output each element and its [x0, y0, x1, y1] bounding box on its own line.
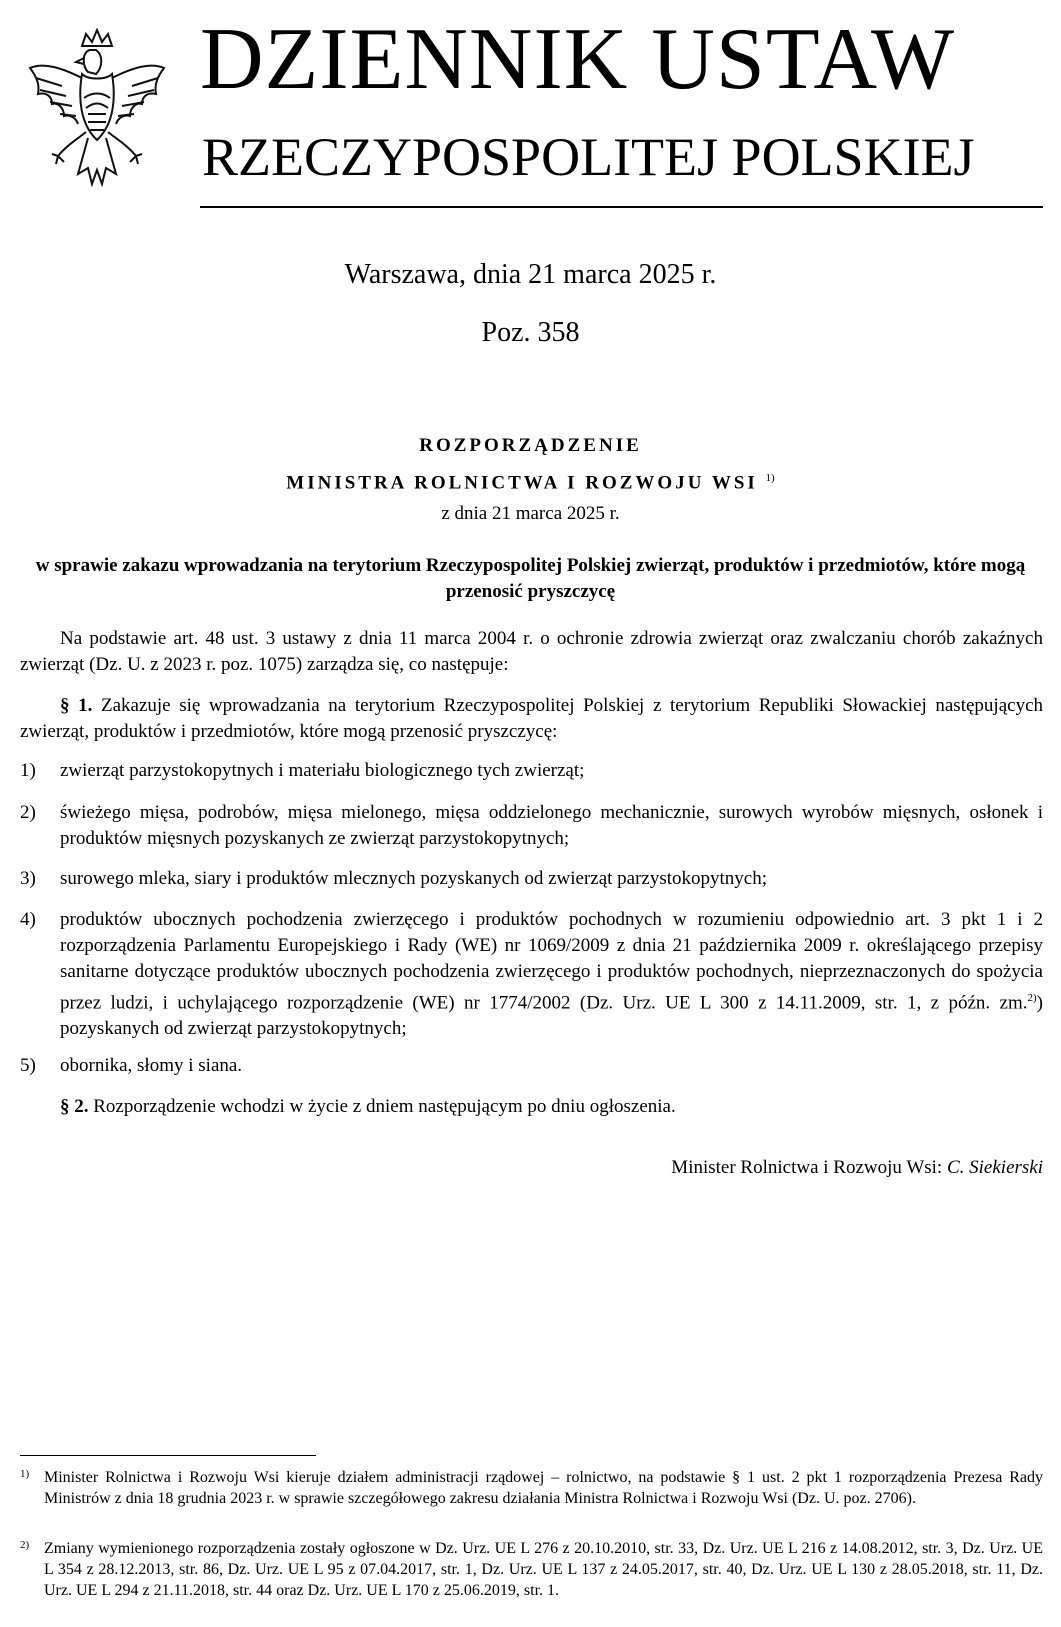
paragraph-2-label: § 2.	[60, 1096, 89, 1117]
act-type: ROZPORZĄDZENIE	[419, 435, 642, 456]
paragraph-1-text: Zakazuje się wprowadzania na terytorium Rzeczypospolitej Polskiej z terytorium Republiki Słowackiej następujących zwierząt, produktów i przedmiotów, które mogą przenosić pryszczycę:	[20, 695, 1043, 742]
list-item	[20, 866, 1043, 892]
list-item	[20, 1053, 1043, 1079]
signature-role: Minister Rolnictwa i Rozwoju Wsi:	[671, 1157, 943, 1178]
paragraph-1	[20, 693, 1043, 745]
act-subject	[30, 553, 1031, 605]
footnote-number: 2)	[20, 1539, 30, 1551]
list-item-number: 1)	[20, 760, 36, 781]
act-issuer	[0, 466, 1061, 495]
list-item-text-b: ) pozyskanych od zwierząt parzystokopytnych;	[60, 992, 1043, 1040]
footnote-ref-2[interactable]: 2)	[1027, 992, 1037, 1004]
signature	[671, 1155, 1043, 1181]
footnote-text: Minister Rolnictwa i Rozwoju Wsi kieruje działem administracji rządowej – rolnictwo, na podstawie § 1 ust. 2 pkt 1 rozporządzenia Prezesa Rady Ministrów z dnia 18 grudnia 2023 r. w sprawie szczegółowego zakresu działania Ministra Rolnictwa i Rozwoju Wsi (Dz. U. poz. 2706).	[44, 1469, 1043, 1507]
paragraph-1-label: § 1.	[60, 695, 93, 716]
list-item-number: 4)	[20, 909, 36, 930]
list-item	[20, 907, 1043, 1042]
list-item-text: obornika, słomy i siana.	[60, 1055, 243, 1076]
position-number: Poz. 358	[481, 317, 580, 348]
journal-title: DZIENNIK USTAW	[200, 11, 956, 108]
footnote-ref-1[interactable]: 1)	[765, 472, 775, 484]
publication-date: Warszawa, dnia 21 marca 2025 r.	[344, 259, 717, 290]
list-item-text	[60, 907, 1043, 1042]
footnote-divider	[20, 1455, 316, 1456]
footnote-1	[20, 1467, 1043, 1509]
signature-name: C. Siekierski	[946, 1157, 1043, 1178]
list-item-text: zwierząt parzystokopytnych i materiału biologicznego tych zwierząt;	[60, 760, 585, 781]
act-issuer-text: MINISTRA ROLNICTWA I ROZWOJU WSI	[286, 472, 758, 494]
footnote-text: Zmiany wymienionego rozporządzenia zostały ogłoszone w Dz. Urz. UE L 276 z 20.10.2010, str. 33, Dz. Urz. UE L 216 z 14.08.2012, str. 3, Dz. Urz. UE L 354 z 28.12.2013, str. 86, Dz. Urz. UE L 95 z 07.04.2017, str. 1, Dz. Urz. UE L 137 z 24.05.2017, str. 40, Dz. Urz. UE L 130 z 28.05.2018, str. 11, Dz. Urz. UE L 294 z 21.11.2018, str. 44 oraz Dz. Urz. UE L 170 z 25.06.2019, str. 1.	[44, 1540, 1043, 1599]
act-date: z dnia 21 marca 2025 r.	[441, 503, 620, 524]
footnote-2	[20, 1538, 1043, 1601]
list-item-text-a: produktów ubocznych pochodzenia zwierzęcego i produktów pochodnych w rozumieniu odpowiednio art. 3 pkt 1 i 2 rozporządzenia Parlamentu Europejskiego i Rady (WE) nr 1069/2009 z dnia 21 października 2009 r. określającego przepisy sanitarne dotyczące produktów ubocznych pochodzenia zwierzęcego i produktów pochodnych, nieprzeznaczonych do spożycia przez ludzi, i uchylającego rozporządzenie (WE) nr 1774/2002 (Dz. Urz. UE L 300 z 14.11.2009, str. 1, z późn. zm.	[60, 909, 1043, 1014]
list-item-text: świeżego mięsa, podrobów, mięsa mielonego, mięsa oddzielonego mechanicznie, surowych wyrobów mięsnych, osłonek i produktów mięsnych pozyskanych ze zwierząt parzystokopytnych;	[60, 802, 1043, 849]
journal-subtitle: RZECZYPOSPOLITEJ POLSKIEJ	[202, 127, 975, 187]
legal-basis: Na podstawie art. 48 ust. 3 ustawy z dnia 11 marca 2004 r. o ochronie zdrowia zwierząt oraz zwalczaniu chorób zakaźnych zwierząt (Dz. U. z 2023 r. poz. 1075) zarządza się, co następuje:	[20, 628, 1043, 675]
list-item-number: 2)	[20, 802, 36, 823]
white-eagle-emblem-icon	[22, 28, 172, 200]
list-item	[20, 758, 1043, 784]
paragraph-2	[20, 1094, 1043, 1120]
list-item-number: 3)	[20, 868, 36, 889]
act-subject-text: w sprawie zakazu wprowadzania na terytorium Rzeczypospolitej Polskiej zwierząt, produktów i przedmiotów, które mogą przenosić pryszczycę	[35, 555, 1026, 602]
paragraph-2-text: Rozporządzenie wchodzi w życie z dniem następującym po dniu ogłoszenia.	[93, 1096, 676, 1117]
list-item	[20, 800, 1043, 852]
list-item-text: surowego mleka, siary i produktów mlecznych pozyskanych od zwierząt parzystokopytnych;	[60, 868, 768, 889]
list-item-number: 5)	[20, 1055, 36, 1076]
header-divider	[200, 206, 1043, 208]
footnote-number: 1)	[20, 1468, 30, 1480]
